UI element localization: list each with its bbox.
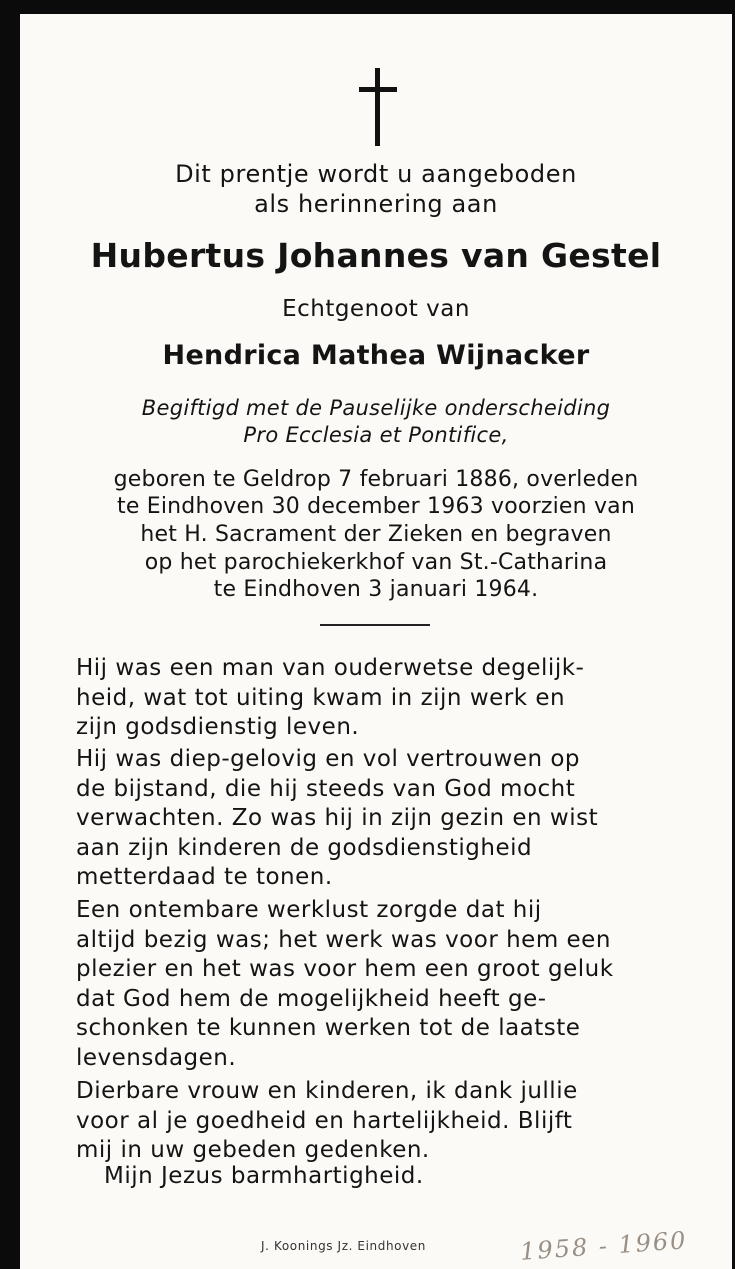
closing-prayer: Mijn Jezus barmhartigheid.	[104, 1163, 424, 1189]
deceased-name: Hubertus Johannes van Gestel	[90, 236, 662, 275]
bio-line-1: geboren te Geldrop 7 februari 1886, overleden	[113, 467, 639, 492]
memorial-card	[20, 14, 732, 1269]
spouse-name: Hendrica Mathea Wijnacker	[162, 340, 590, 371]
intro-line-1: Dit prentje wordt u aangeboden	[175, 160, 577, 188]
honor-line-1: Begiftigd met de Pauselijke onderscheiding	[141, 396, 611, 420]
bio-line-2: te Eindhoven 30 december 1963 voorzien van	[117, 494, 635, 519]
bio-line-4: op het parochiekerkhof van St.-Catharina	[144, 550, 608, 575]
paragraph-1: Hij was een man van ouderwetse degelijk- heid, wat tot uiting kwam in zijn werk en zijn godsdienstig leven.	[76, 655, 585, 740]
relation-label: Echtgenoot van	[282, 296, 470, 322]
handwritten-note: 1958 - 1960	[519, 1226, 689, 1266]
paragraph-2: Hij was diep-gelovig en vol vertrouwen op de bijstand, die hij steeds van God mocht verwachten. Zo was hij in zijn gezin en wist aan zijn kinderen de godsdienstigheid metterdaad te tonen.	[76, 746, 599, 890]
bio-line-5: te Eindhoven 3 januari 1964.	[213, 577, 539, 602]
honor-line-2: Pro Ecclesia et Pontifice,	[243, 423, 509, 447]
cross-icon	[359, 68, 397, 148]
divider	[320, 624, 430, 626]
paragraph-3: Een ontembare werklust zorgde dat hij altijd bezig was; het werk was voor hem een plezier en het was voor hem een groot geluk dat God hem de mogelijkheid heeft ge- schonken te kunnen werken tot de laatste levensdagen.	[76, 897, 614, 1071]
bio-line-3: het H. Sacrament der Zieken en begraven	[140, 522, 612, 547]
paragraph-4: Dierbare vrouw en kinderen, ik dank jullie voor al je goedheid en hartelijkheid. Blijft mij in uw gebeden gedenken.	[76, 1078, 578, 1163]
printer-credit: J. Koonings Jz. Eindhoven	[261, 1239, 426, 1253]
intro-line-2: als herinnering aan	[254, 190, 498, 218]
